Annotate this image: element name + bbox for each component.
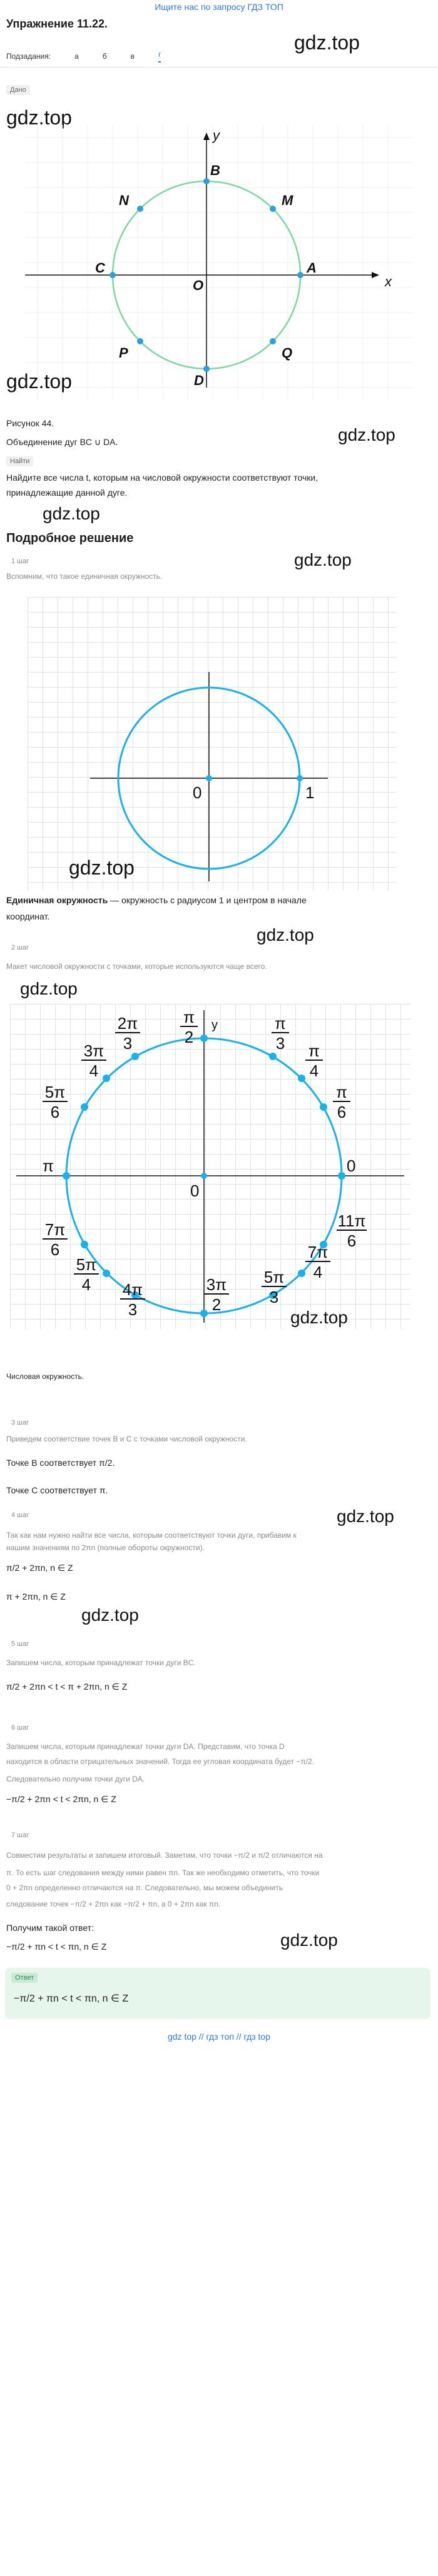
svg-text:5π: 5π (263, 1268, 285, 1286)
step7-text-3: 0 + 2πn определенно отличаются на π. Следовательно, мы можем объединить (6, 1883, 283, 1892)
svg-text:3π: 3π (206, 1275, 227, 1294)
y-arrow-icon (203, 133, 210, 140)
svg-text:π: π (275, 1014, 286, 1033)
point-7pi6 (81, 1241, 88, 1248)
step7-text-4: следование точек −π/2 + 2πn как −π/2 + πn, а 0 + 2πn как πn. (6, 1900, 221, 1908)
step2-text: Макет числовой окружности с точками, которые используются чаще всего. (6, 962, 267, 971)
label-P: P (119, 345, 128, 361)
point-pi4 (298, 1075, 305, 1082)
final-answer: −π/2 + πn < t < πn, n ∈ Z (14, 1993, 129, 2004)
step3-c: Точке C соответствует π. (6, 1485, 108, 1495)
step4-text-1: Так как нам нужно найти все числа, которым соответствуют точки дуги, прибавим к (6, 1531, 297, 1540)
tab-b[interactable]: б (102, 52, 107, 61)
label-D: D (194, 373, 204, 388)
svg-text:4π: 4π (122, 1280, 143, 1299)
watermark: gdz.top (20, 979, 78, 998)
svg-text:π: π (183, 1008, 195, 1026)
figure-caption: Рисунок 44. (6, 418, 54, 428)
answer-box (5, 1968, 430, 2019)
svg-text:6: 6 (337, 1103, 347, 1121)
x-label: x (385, 274, 392, 289)
task-line: Объединение дуг BC ∪ DA. (6, 437, 118, 447)
svg-text:3: 3 (275, 1034, 285, 1053)
svg-text:11π: 11π (337, 1211, 366, 1230)
svg-text:3: 3 (123, 1034, 133, 1053)
find-text-1: Найдите все числа t, которым на числовой окружности соответствуют точки, (6, 473, 318, 483)
step6-text-3: Следовательно получим точки дуги DA. (6, 1775, 145, 1783)
step4-formula-2: π + 2πn, n ∈ Z (6, 1591, 66, 1601)
svg-text:4: 4 (81, 1275, 91, 1294)
unit-definition (6, 894, 307, 906)
watermark: gdz.top (290, 1308, 348, 1327)
top-bar (0, 0, 438, 16)
point-N (137, 206, 143, 212)
step7-text-1: Совместим результаты и запишем итоговый. Заметим, что точки −π/2 и π/2 отличаются на (6, 1851, 323, 1860)
y-label: y (211, 1018, 218, 1032)
point-0 (338, 1172, 345, 1180)
point-M (270, 206, 276, 212)
label-O: O (193, 278, 204, 293)
step5-formula: π/2 + 2πn < t < π + 2πn, n ∈ Z (6, 1681, 128, 1691)
label-N: N (119, 193, 129, 208)
y-label: y (213, 128, 220, 143)
origin-point (201, 1173, 207, 1179)
step4-text-2: нашим значениям по 2πn (полные обороты окружности). (6, 1543, 205, 1552)
find-badge: Найти (6, 456, 33, 466)
label-A: A (307, 260, 317, 276)
point-pi (63, 1172, 70, 1180)
answer-badge: Ответ (11, 1973, 38, 1983)
point-C (109, 272, 116, 278)
svg-text:2: 2 (184, 1028, 194, 1046)
point-3pi2 (200, 1310, 208, 1317)
svg-text:4: 4 (89, 1061, 99, 1080)
svg-text:π: π (336, 1083, 347, 1101)
svg-text:4: 4 (313, 1263, 323, 1281)
point-A (297, 272, 303, 278)
svg-text:3: 3 (269, 1288, 279, 1306)
watermark: gdz.top (337, 1506, 394, 1526)
dano-badge: Дано (6, 85, 30, 95)
number-circle-figure (10, 1004, 410, 1329)
label-C: C (95, 260, 105, 276)
step5-label: 5 шаг (11, 1640, 29, 1648)
svg-text:6: 6 (347, 1231, 357, 1250)
step6-text-1: Запишем числа, которым принадлежат точки дуги DA. Представим, что точка D (6, 1742, 285, 1751)
step3-text: Приведем соответствие точек B и C с точками числовой окружности. (6, 1435, 247, 1443)
watermark: gdz.top (43, 504, 100, 523)
subtasks-nav (6, 50, 161, 63)
subtasks-label: Подзадания: (6, 52, 51, 61)
label-zero: 0 (193, 783, 202, 802)
answer-intro: Получим такой ответ: (6, 1923, 94, 1933)
unit-def-bold: Единичная окружность (6, 895, 108, 905)
point-5pi6 (81, 1103, 88, 1111)
step4-formula-1: π/2 + 2πn, n ∈ Z (6, 1563, 73, 1573)
watermark: gdz.top (338, 425, 395, 444)
point-Q (270, 338, 276, 344)
divider (0, 67, 438, 68)
answer-formula: −π/2 + πn < t < πn, n ∈ Z (6, 1942, 107, 1952)
label-pi: π (43, 1156, 54, 1175)
step3-label: 3 шаг (11, 1419, 29, 1426)
step7-text-2: π. То есть шаг следования между ними равен πn. Так же необходимо отметить, что точки (6, 1868, 320, 1877)
x-arrow-icon (372, 272, 379, 278)
svg-text:6: 6 (50, 1103, 60, 1121)
origin-point (206, 775, 212, 781)
svg-text:7π: 7π (307, 1243, 328, 1261)
point-P (137, 338, 143, 344)
step4-label: 4 шаг (11, 1511, 29, 1519)
svg-text:5π: 5π (76, 1255, 97, 1274)
point-pi6 (320, 1103, 327, 1111)
point-3pi4 (103, 1075, 110, 1082)
tab-v[interactable]: в (130, 52, 135, 61)
label-M: M (282, 193, 293, 208)
label-origin: 0 (190, 1181, 200, 1200)
point-B (203, 178, 210, 184)
step1-text: Вспомним, что такое единичная окружность. (6, 572, 163, 581)
point-5pi4 (103, 1270, 110, 1277)
watermark: gdz.top (280, 1930, 338, 1950)
watermark: gdz.top (69, 856, 135, 879)
watermark: gdz.top (6, 106, 72, 129)
watermark: gdz.top (294, 31, 360, 54)
unit-def-line2: координат. (6, 911, 50, 921)
step5-text: Запишем числа, которым принадлежат точки дуги BC. (6, 1658, 196, 1667)
svg-text:2: 2 (211, 1295, 222, 1314)
point-7pi4 (298, 1270, 305, 1277)
number-circle-caption: Числовая окружность. (6, 1372, 84, 1381)
svg-text:6: 6 (50, 1240, 60, 1259)
page-title: Упражнение 11.22. (6, 18, 108, 30)
point-2pi3 (131, 1053, 139, 1060)
label-Q: Q (282, 345, 293, 361)
step3-b: Точке B соответствует π/2. (6, 1458, 115, 1468)
watermark: gdz.top (257, 925, 314, 945)
solution-title: Подробное решение (6, 531, 134, 545)
label-one: 1 (305, 783, 315, 802)
find-text-2: принадлежащие данной дуге. (6, 488, 128, 498)
point-pi2 (200, 1035, 208, 1042)
svg-text:π: π (308, 1041, 320, 1060)
point-D (203, 366, 210, 372)
svg-text:3: 3 (128, 1300, 138, 1319)
step2-label: 2 шаг (11, 944, 29, 951)
step6-text-2: находится в области отрицательных значений. Тогда ее угловая координата будет −π/2. (6, 1757, 315, 1766)
svg-text:2π: 2π (117, 1014, 138, 1033)
label-0: 0 (347, 1156, 356, 1175)
svg-text:7π: 7π (44, 1220, 66, 1239)
point-pi3 (269, 1053, 277, 1060)
label-B: B (210, 163, 220, 178)
unit-circle-figure (28, 597, 397, 891)
circle-figure (25, 125, 413, 400)
point-one (297, 775, 303, 781)
step6-formula: −π/2 + 2πn < t < 2πn, n ∈ Z (6, 1794, 116, 1804)
top-search-link[interactable]: Ищите нас по запросу ГДЗ ТОП (155, 2, 283, 12)
watermark: gdz.top (81, 1605, 139, 1625)
unit-def-rest: — окружность с радиусом 1 и центром в начале (108, 895, 307, 905)
step1-label: 1 шаг (11, 558, 29, 565)
step6-label: 6 шаг (11, 1724, 29, 1732)
tab-a[interactable]: а (74, 52, 79, 61)
watermark: gdz.top (294, 550, 352, 569)
step7-label: 7 шаг (11, 1832, 29, 1839)
bottom-links[interactable]: gdz top // гдз топ // гдз top (167, 2032, 271, 2042)
svg-text:3π: 3π (83, 1041, 104, 1060)
watermark: gdz.top (6, 370, 72, 393)
svg-text:5π: 5π (44, 1083, 66, 1101)
tab-g[interactable]: г (158, 50, 161, 63)
svg-text:4: 4 (309, 1061, 319, 1080)
